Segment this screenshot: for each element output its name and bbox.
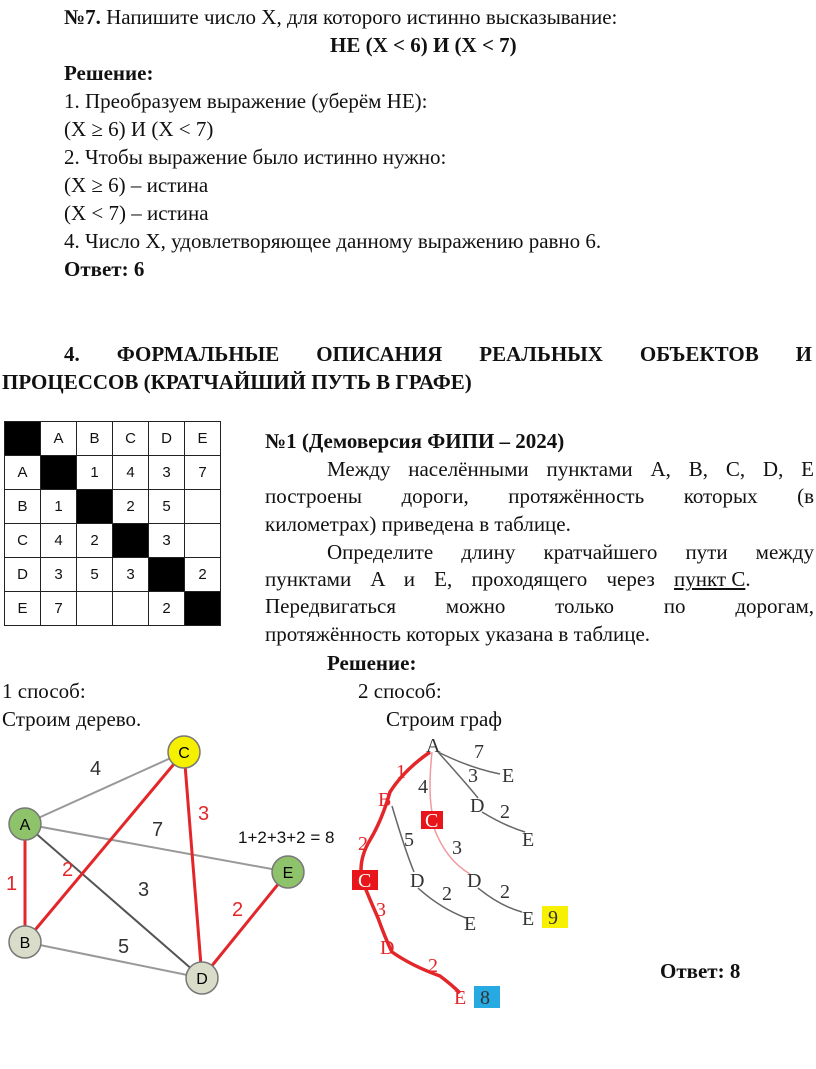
- edge-label-b-c: 2: [62, 859, 74, 881]
- node-c-label: C: [178, 745, 190, 762]
- table-cell: 4: [41, 524, 77, 558]
- task1-para2-line4: протяжённость которых указана в таблице.: [265, 622, 651, 646]
- tree-node-e3: E: [464, 913, 477, 935]
- task1-point-c: пункт C: [674, 567, 746, 591]
- section-heading-line2: ПРОЦЕССОВ (КРАТЧАЙШИЙ ПУТЬ В ГРАФЕ): [2, 370, 472, 394]
- task1-para1-line1: Между населёнными пунктами A, B, C, D, E: [327, 457, 814, 481]
- tree-label-5: 5: [404, 829, 414, 851]
- task1-para2-line3: Передвигаться можно только по дорогам,: [265, 594, 814, 618]
- tree-label-3: 3: [468, 765, 478, 787]
- table-cell: 2: [185, 558, 221, 592]
- task7-number: №7.: [64, 5, 101, 29]
- tree-label-1: 1: [396, 761, 406, 783]
- table-cell: 3: [113, 558, 149, 592]
- graph: [6, 736, 334, 994]
- task1-para1-line3: километрах) приведена в таблице.: [265, 512, 571, 536]
- node-a-label: A: [19, 817, 31, 834]
- node-d-label: D: [196, 971, 208, 988]
- task7-line-5: (X < 7) – истина: [64, 201, 209, 225]
- table-cell: C: [5, 524, 41, 558]
- task7-line-2: (X ≥ 6) И (X < 7): [64, 117, 214, 141]
- edge-label-c-d: 3: [198, 803, 210, 825]
- table-cell: D: [149, 422, 185, 456]
- tree-label-7: 7: [474, 741, 484, 763]
- edge-label-a-c: 4: [90, 758, 102, 780]
- tree-root-a: A: [426, 735, 441, 757]
- task1-para1-line2: построены дороги, протяжённость которых (в: [265, 484, 814, 508]
- table-cell: A: [5, 456, 41, 490]
- method1-label: 1 способ:: [2, 679, 86, 703]
- node-b-label: B: [19, 935, 31, 952]
- table-cell: D: [5, 558, 41, 592]
- task7-line-4: (X ≥ 6) – истина: [64, 173, 209, 197]
- edge-label-d-e: 2: [232, 899, 244, 921]
- edge-label-a-d: 3: [138, 879, 150, 901]
- task1-answer: Ответ: 8: [660, 959, 741, 983]
- tree-branch-a-c: [430, 752, 432, 812]
- tree-node-e-red: E: [454, 987, 467, 1009]
- edge-d-e: [202, 872, 288, 978]
- tree: [352, 735, 568, 1009]
- tree-node-c2: C: [358, 870, 372, 892]
- table-cell: 3: [41, 558, 77, 592]
- task1-para2-line2-end: .: [745, 567, 751, 591]
- edge-b-c: [25, 752, 184, 942]
- tree-label-2red: 2: [428, 955, 438, 977]
- table-cell: 2: [149, 592, 185, 626]
- table-cell: 3: [149, 524, 185, 558]
- task1-title: №1 (Демоверсия ФИПИ – 2024): [265, 429, 565, 453]
- tree-node-e4: E: [522, 908, 535, 930]
- tree-label-2r: 2: [358, 833, 368, 855]
- table-cell: E: [185, 422, 221, 456]
- table-cell: B: [77, 422, 113, 456]
- table-cell: 7: [185, 456, 221, 490]
- tree-node-d2: D: [410, 870, 425, 892]
- tree-label-2b: 2: [442, 883, 452, 905]
- task1-para2-line2-text: пунктами A и E, проходящего через: [265, 567, 674, 591]
- edge-label-b-d: 5: [118, 936, 130, 958]
- tree-node-d3: D: [467, 870, 482, 892]
- task7-line-1: 1. Преобразуем выражение (уберём НЕ):: [64, 89, 428, 113]
- method2-label: 2 способ:: [358, 679, 442, 703]
- tree-label-3b: 3: [452, 837, 462, 859]
- task7-line-6: 4. Число X, удовлетворяющее данному выражению равно 6.: [64, 229, 602, 253]
- edge-a-c: [25, 752, 184, 824]
- table-cell: 2: [113, 490, 149, 524]
- tree-label-3r: 3: [376, 899, 386, 921]
- task7-answer: Ответ: 6: [64, 257, 145, 281]
- tree-label-2c: 2: [500, 881, 510, 903]
- table-cell: 3: [149, 456, 185, 490]
- table-cell: 1: [77, 456, 113, 490]
- table-cell: C: [113, 422, 149, 456]
- task7-line-3: 2. Чтобы выражение было истинно нужно:: [64, 145, 447, 169]
- method2-description: Строим граф: [386, 707, 502, 731]
- tree-label-4: 4: [418, 776, 428, 798]
- table-cell: 7: [41, 592, 77, 626]
- task1-solution-label: Решение:: [327, 651, 417, 675]
- task1-para2-line1: Определите длину кратчайшего пути между: [327, 540, 814, 564]
- edge-label-a-e: 7: [152, 819, 164, 841]
- section-heading-line1: 4. ФОРМАЛЬНЫЕ ОПИСАНИЯ РЕАЛЬНЫХ ОБЪЕКТОВ И: [64, 342, 812, 366]
- table-cell: 2: [77, 524, 113, 558]
- tree-node-d1: D: [470, 795, 485, 817]
- tree-node-e2: E: [522, 829, 535, 851]
- path-sum: 1+2+3+2 = 8: [238, 828, 335, 847]
- tree-node-e1: E: [502, 765, 515, 787]
- tree-node-d-red: D: [380, 937, 395, 959]
- table-cell: B: [5, 490, 41, 524]
- tree-result-9: 9: [548, 907, 558, 929]
- table-cell: A: [41, 422, 77, 456]
- task7-solution-label: Решение:: [64, 61, 154, 85]
- task7-question: Напишите число X, для которого истинно высказывание:: [100, 5, 618, 29]
- table-cell: 4: [113, 456, 149, 490]
- tree-result-8: 8: [480, 987, 490, 1009]
- tree-label-2a: 2: [500, 801, 510, 823]
- edge-label-a-b: 1: [6, 873, 18, 895]
- tree-node-b: B: [378, 789, 392, 811]
- task7-expression: НЕ (X < 6) И (X < 7): [330, 33, 517, 57]
- table-cell: E: [5, 592, 41, 626]
- method1-description: Строим дерево.: [2, 707, 142, 731]
- edge-a-d: [25, 824, 202, 978]
- node-e-label: E: [282, 865, 294, 882]
- edge-b-d: [25, 942, 202, 978]
- table-cell: 5: [77, 558, 113, 592]
- edge-c-d: [184, 752, 202, 978]
- table-cell: 1: [41, 490, 77, 524]
- table-cell: 5: [149, 490, 185, 524]
- tree-node-c1: C: [425, 810, 439, 832]
